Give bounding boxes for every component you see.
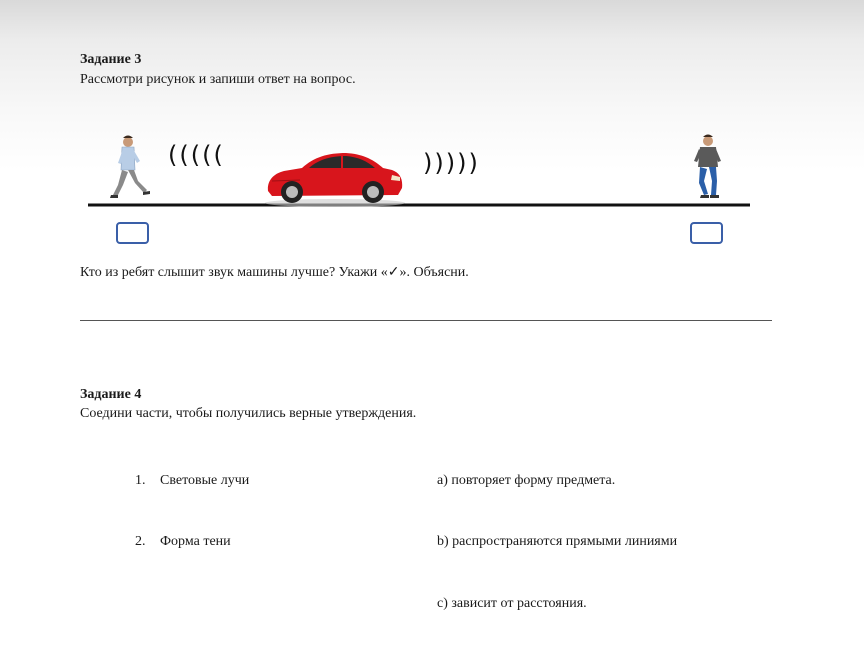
standing-boy-figure <box>694 135 721 199</box>
task3-question: Кто из ребят слышит звук машины лучше? Укажи «✓». Объясни. <box>80 265 469 280</box>
sound-waves-right: ))))) <box>423 149 480 177</box>
task3-instruction: Рассмотри рисунок и запиши ответ на вопрос. <box>80 72 356 87</box>
car-sound-illustration <box>80 125 760 255</box>
task4-title: Задание 4 <box>80 387 142 402</box>
sound-waves-left: ((((( <box>168 141 225 169</box>
red-car <box>265 153 405 207</box>
answer-checkbox-right[interactable] <box>691 223 722 243</box>
answer-line[interactable] <box>80 320 772 321</box>
answer-checkbox-left[interactable] <box>117 223 148 243</box>
walking-boy-figure <box>110 136 150 199</box>
task4-instruction: Соедини части, чтобы получились верные утверждения. <box>80 406 417 421</box>
match-left-number: 2. <box>135 534 146 549</box>
match-left-text: Световые лучи <box>160 473 250 488</box>
match-right-item[interactable]: b) распространяются прямыми линиями <box>437 534 678 549</box>
match-left-item[interactable] <box>135 473 249 489</box>
match-left-number: 1. <box>135 473 146 488</box>
match-left-text: Форма тени <box>160 534 231 549</box>
match-right-item[interactable]: c) зависит от расстояния. <box>437 596 587 611</box>
match-right-item[interactable]: а) повторяет форму предмета. <box>437 473 616 488</box>
match-left-item[interactable] <box>135 534 231 550</box>
task3-title: Задание 3 <box>80 52 142 67</box>
